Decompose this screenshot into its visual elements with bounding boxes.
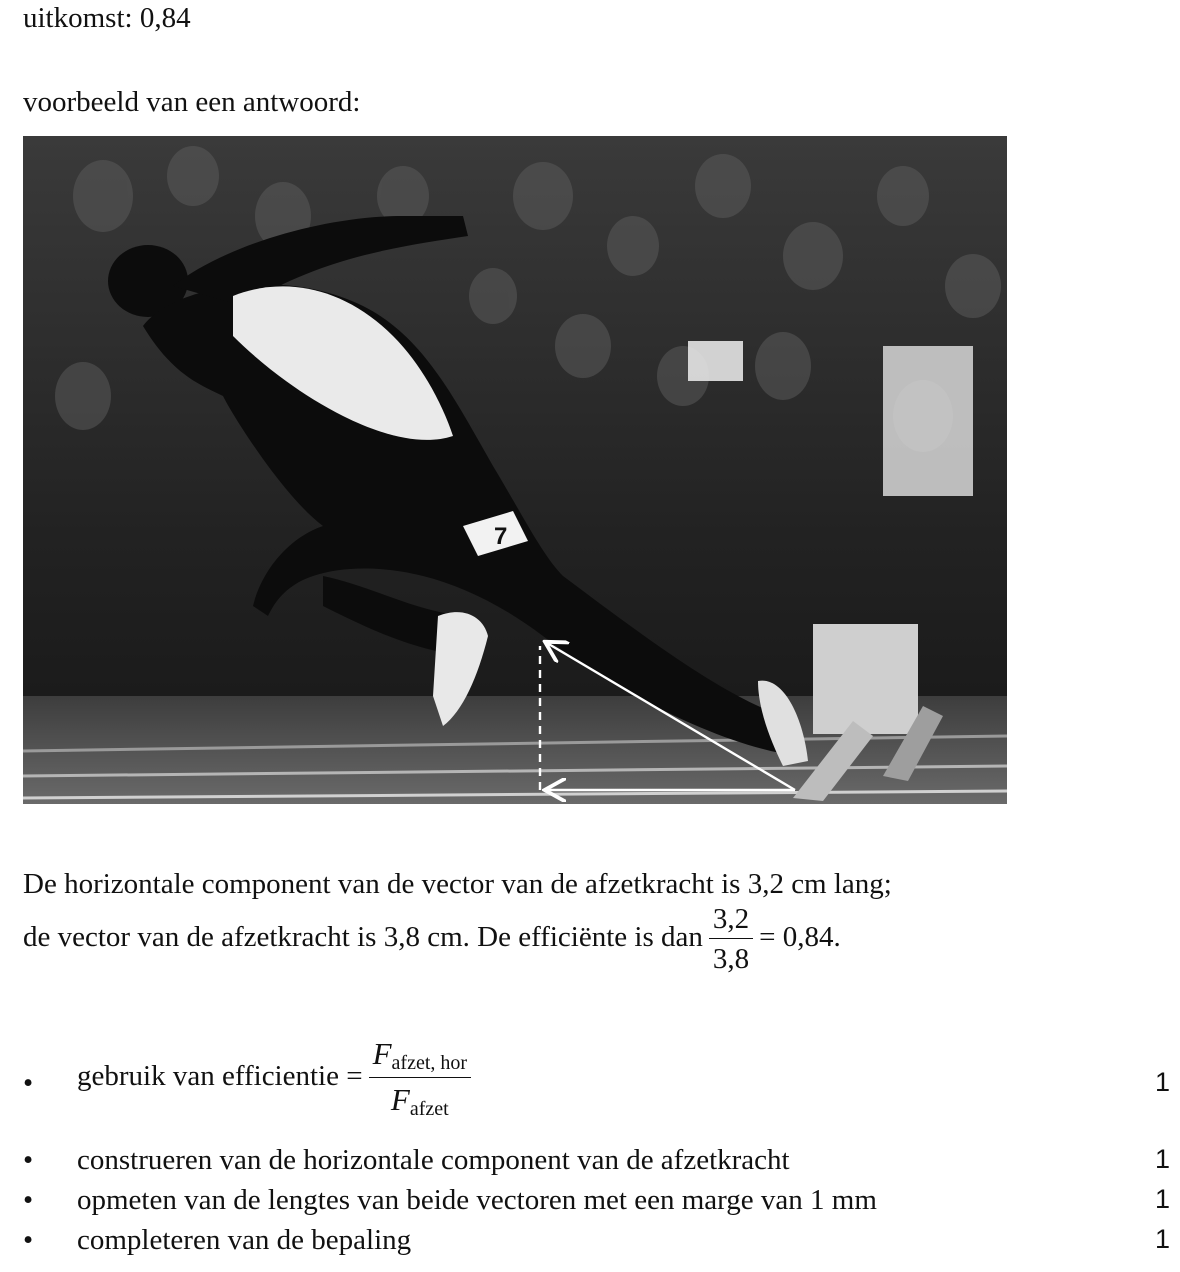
bullet-1: • <box>23 1067 34 1099</box>
fraction-result: = 0,84. <box>759 921 841 954</box>
ratio-fraction <box>709 903 753 976</box>
explanation-line-2 <box>23 903 841 976</box>
efficiency-formula <box>369 1036 471 1121</box>
fraction-denominator: 3,8 <box>712 943 750 975</box>
bullet-4: • <box>23 1224 34 1256</box>
formula-den-sub: afzet <box>409 1098 449 1120</box>
formula-lhs: efficientie = <box>221 1060 363 1093</box>
score-2: 1 <box>1154 1144 1170 1174</box>
formula-num-f: F <box>372 1036 392 1071</box>
bullet-2: • <box>23 1144 34 1176</box>
criterion-4: completeren van de bepaling <box>77 1224 412 1256</box>
sprinter-photo <box>23 136 1007 804</box>
bib-number: 7 <box>494 523 508 550</box>
criterion-1-text: gebruik van <box>77 1060 215 1093</box>
criterion-3: opmeten van de lengtes van beide vectoren met een marge van 1 mm <box>77 1184 877 1216</box>
explanation-line-1: De horizontale component van de vector van de afzetkracht is 3,2 cm lang; <box>23 868 892 900</box>
result-line: uitkomst: 0,84 <box>23 2 191 34</box>
criterion-2: construeren van de horizontale component van de afzetkracht <box>77 1144 790 1176</box>
score-4: 1 <box>1154 1224 1170 1254</box>
example-intro: voorbeeld van een antwoord: <box>23 86 361 118</box>
formula-den-f: F <box>390 1082 410 1117</box>
score-1: 1 <box>1154 1067 1170 1097</box>
fraction-numerator: 3,2 <box>709 903 753 939</box>
explanation-text: de vector van de afzetkracht is 3,8 cm. De efficiënte is dan <box>23 921 703 954</box>
formula-num-sub: afzet, hor <box>391 1052 468 1074</box>
score-3: 1 <box>1154 1184 1170 1214</box>
bullet-3: • <box>23 1184 34 1216</box>
criterion-1 <box>77 1036 477 1121</box>
